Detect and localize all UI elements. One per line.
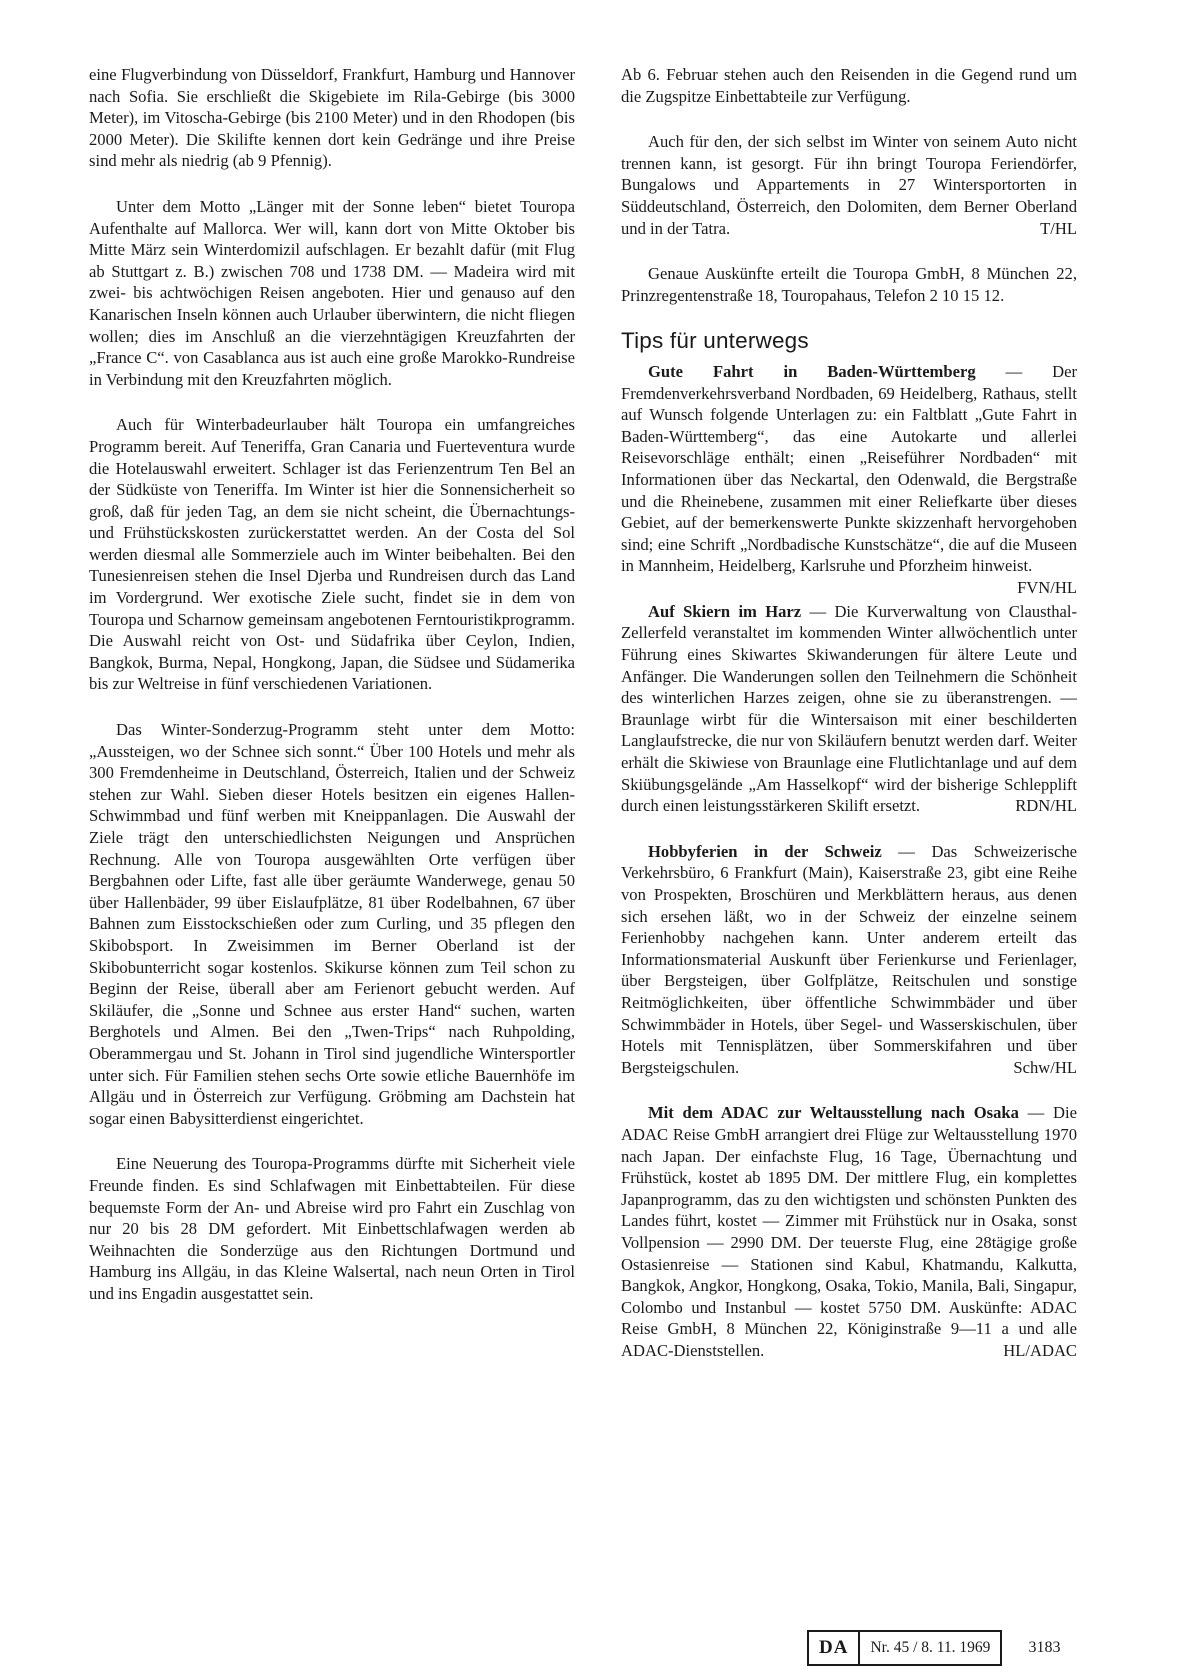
tip-lead: Gute Fahrt in Baden-Württemberg [648,361,976,381]
tip-text: — Die Kurverwaltung von Clausthal-Zellerfeld veranstaltet im kommenden Winter allwöchentlich unter Führung eines Skiwartes Skiwanderungen für ältere Leute und Anfänger. Die Wanderungen sollen den Teilnehmern die Schönheit des winterlichen Harzes zeigen, ohne sie zu überanstrengen. — Braunlage wirbt für die Wintersaison mit einer beschilderten Langlaufstrecke, die nur von Skiläufern benutzt werden darf. Weiter erhält die Skiwiese von Braunlage eine Flutlichtanlage und auf dem Skiübungsgelände „Am Hasselkopf“ wird der bisherige Schlepplift durch einen leistungsstärkeren Skilift ersetzt. [621,601,1077,816]
signature: T/HL [1040,218,1077,238]
paragraph: eine Flugverbindung von Düsseldorf, Frankfurt, Hamburg und Hannover nach Sofia. Sie erschließt die Skigebiete im Rila-Gebirge (bis 3000 Meter), im Vitoscha-Gebirge (bis 2100 Meter) und in den Rhodopen (bis 2000 Meter). Die Skilifte kennen dort kein Gedränge und ihre Preise sind mehr als niedrig (ab 9 Pfennig). [89,65,575,171]
page-number: 3183 [1028,1639,1061,1656]
tip-item [621,601,1077,817]
tip-item [621,841,1077,1079]
paragraph: Das Winter-Sonderzug-Programm steht unter dem Motto: „Aussteigen, wo der Schnee sich sonnt.“ Über 100 Hotels und mehr als 300 Fremdenheime in Deutschland, Österreich, Italien und der Schweiz stehen zur Wahl. Sieben dieser Hotels besitzen ein eigenes Hallen-Schwimmbad und fünf werben mit Kneippanlagen. Die Auswahl der Ziele trägt den unterschiedlichsten Neigungen und Ansprüchen Rechnung. Alle von Touropa ausgewählten Orte verfügen über Bergbahnen oder Lifte, fast alle über geräumte Wanderwege, genau 50 über Hallenbäder, 99 über Eislaufplätze, 81 über Rodelbahnen, 67 über Bahnen zum Eisstockschießen oder zum Curling, und 35 pflegen den Skibobsport. In Zweisimmen im Berner Oberland ist der Skibobunterricht sogar kostenlos. Skikurse können zum Teil schon zu Beginn der Reise, überall aber am Ferienort gebucht werden. Auf Skiläufer, die „Sonne und Schnee aus erster Hand“ suchen, warten Berghotels und Almen. Bei den „Twen-Trips“ nach Ruhpolding, Oberammergau und St. Johann in Tirol sind jugendliche Wintersportler unter sich. Für Familien stehen sechs Orte sowie etliche Bauernhöfe im Allgäu und in Österreich zur Verfügung. Gröbming am Dachstein hat sogar einen Babysitterdienst eingerichtet. [89,720,575,1128]
paragraph: Genaue Auskünfte erteilt die Touropa GmbH, 8 München 22, Prinzregentenstraße 18, Touropahaus, Telefon 2 10 15 12. [621,264,1077,305]
right-column [621,64,1077,1385]
issue-info: Nr. 45 / 8. 11. 1969 [870,1639,991,1656]
tip-lead: Mit dem ADAC zur Weltausstellung nach Osaka [648,1103,1019,1123]
tip-lead: Hobbyferien in der Schweiz [648,841,882,861]
tip-text: — Das Schweizerische Verkehrsbüro, 6 Frankfurt (Main), Kaiserstraße 23, gibt eine Reihe von Prospekten, Broschüren und Merkblättern heraus, aus denen sich ersehen läßt, wo in der Schweiz der einzelne seinem Ferienhobby nachgehen kann. Unter anderem erteilt das Informationsmaterial Auskunft über Ferienkurse und Ferienlager, über Bergsteigen, über Golfplätze, Reitschulen und sonstige Reitmöglichkeiten, über öffentliche Schwimmbäder und über Schwimmbäder in Hotels, über Segel- und Wasserskischulen, über Hotels mit Tennisplätzen, über Sommerskifahren und über Bergsteigschulen. [621,841,1077,1077]
section-heading: Tips für unterwegs [621,328,809,354]
publication-logo: DA [809,1632,860,1664]
issue-box [807,1630,1002,1666]
paragraph: Unter dem Motto „Länger mit der Sonne leben“ bietet Touropa Aufenthalte auf Mallorca. Wer will, kann dort von Mitte Oktober bis Mitte März sein Winterdomizil aufschlagen. Er bezahlt dafür (mit Flug ab Stuttgart z. B.) zwischen 708 und 1738 DM. — Madeira wird mit zwei- bis achtwöchigen Reisen angeboten. Hier und genauso auf den Kanarischen Inseln können auch Urlauber überwintern, die nicht fliegen wollen; dies im Anschluß an die vierzehntägigen Kreuzfahrten der „France C“. von Casablanca aus ist auch eine große Marokko-Rundreise in Verbindung mit den Kreuzfahrten möglich. [89,196,575,389]
left-column [89,64,575,1328]
tip-text: — Die ADAC Reise GmbH arrangiert drei Flüge zur Weltausstellung 1970 nach Japan. Der einfachste Flug, 16 Tage, Übernachtung und Frühstück, kostet ab 1895 DM. Der mittlere Flug, ein komplettes Japanprogramm, das zu den wichtigsten und schönsten Punkten des Landes führt, kostet — Zimmer mit Frühstück nur in Osaka, sonst Vollpension — 2990 DM. Der teuerste Flug, eine 28tägige große Ostasienreise — Stationen sind Kabul, Khatmandu, Kalkutta, Bangkok, Angkor, Hongkong, Osaka, Tokio, Manila, Bali, Singapur, Colombo und Instanbul — kostet 5750 DM. Auskünfte: ADAC Reise GmbH, 8 München 22, Königinstraße 9—11 a und alle ADAC-Dienststellen. [621,1103,1077,1360]
tip-lead: Auf Skiern im Harz [648,601,802,621]
tip-text: — Der Fremdenverkehrsverband Nordbaden, 69 Heidelberg, Rathaus, stellt auf Wunsch folgende Unterlagen zu: ein Faltblatt „Gute Fahrt in Baden-Württemberg“, das eine Autokarte und allerlei Reisevorschläge enthält; einen „Reiseführer Nordbaden“ mit Informationen über das Neckartal, den Odenwald, die Bergstraße und die Rheinebene, zusammen mit einer Reliefkarte über dieses Gebiet, auf der bemerkenswerte Punkte skizzenhaft hervorgehoben sind; eine Schrift „Nordbadische Kunstschätze“, die auf die Museen in Mannheim, Heidelberg, Karlsruhe und Pforzheim hinweist. [621,361,1077,576]
signature: HL/ADAC [1003,1340,1077,1360]
tip-item [621,361,1077,597]
signature: FVN/HL [1017,577,1077,597]
paragraph: Eine Neuerung des Touropa-Programms dürfte mit Sicherheit viele Freunde finden. Es sind Schlafwagen mit Einbettabteilen. Für diese bequemste Form der An- und Abreise wird pro Fahrt ein Zuschlag von nur 20 bis 28 DM gefordert. Mit Einbettschlafwagen werden ab Weihnachten die Sonderzüge aus den Richtungen Dortmund und Hamburg ins Allgäu, in das Kleine Walsertal, nach neun Orten in Tirol und ins Engadin ausgestattet sein. [89,1154,575,1303]
page-footer [807,1630,1060,1666]
paragraph-text: Auch für den, der sich selbst im Winter von seinem Auto nicht trennen kann, ist gesorgt. Für ihn bringt Touropa Feriendörfer, Bungalows und Appartements in 27 Wintersportorten in Süddeutschland, Österreich, den Dolomiten, dem Berner Oberland und in der Tatra. [621,132,1077,238]
signature: RDN/HL [1015,796,1077,816]
signature: Schw/HL [1013,1057,1077,1077]
paragraph [621,131,1077,239]
tip-item [621,1102,1077,1361]
paragraph: Ab 6. Februar stehen auch den Reisenden in die Gegend rund um die Zugspitze Einbettabteile zur Verfügung. [621,65,1077,106]
paragraph: Auch für Winterbadeurlauber hält Touropa ein umfangreiches Programm bereit. Auf Teneriffa, Gran Canaria und Fuerteventura wurde die Hotelauswahl erweitert. Schlager ist das Ferienzentrum Ten Bel an der Südküste von Teneriffa. Im Winter ist hier die Sonnensicherheit so groß, daß für jeden Tag, an dem sie nicht scheint, die Übernachtungs- und Frühstückskosten zurückerstattet werden. An der Costa del Sol werden diesmal alle Sommerziele auch im Winter beibehalten. Bei den Tunesienreisen stehen die Insel Djerba und Rundreisen durch das Land im Vordergrund. Wer exotische Ziele sucht, findet sie in dem von Touropa und Scharnow gemeinsam angebotenen Ferntouristikprogramm. Die Auswahl reicht von Ost- und Südafrika über Ceylon, Indien, Bangkok, Burma, Nepal, Hongkong, Japan, die Südsee und Südamerika bis zur Weltreise in fünf verschiedenen Variationen. [89,415,575,694]
